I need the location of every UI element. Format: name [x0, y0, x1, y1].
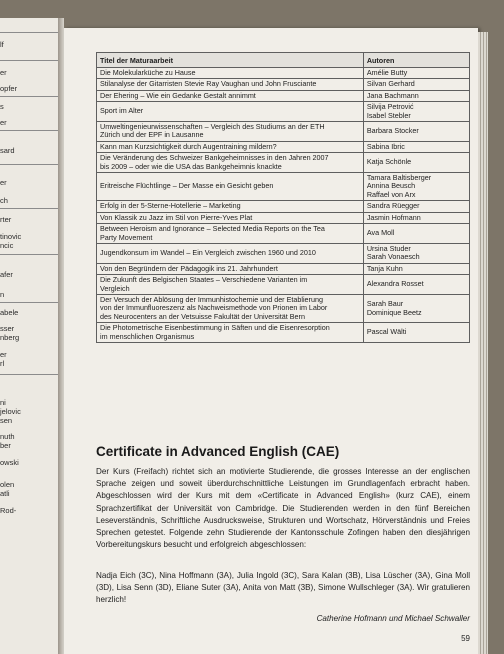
- fragment-text: olen: [0, 480, 15, 489]
- cae-description-paragraph: Der Kurs (Freifach) richtet sich an motivierte Studierende, die grosses Interesse an der englischen Sprache zeigen und soweit überdurchschnittliche Leistungen im Grundlagenfach erbracht haben. Abgeschlossen wird der Kurs mit dem «Certificate in Advanced English» (kurz CAE), einem Sprachzertifikat der Universität von Cambridge. Die Studierenden werden in den fünf Bereichen Leseverständnis, Schriftliche Ausdrucksweise, Strukturen und Wortschatz, Hörverständnis und Freies Sprechen getestet. Folgende zehn Studierende der Kantonsschule Zofingen haben den diesjährigen Vorbereitungskurs besucht und erfolgreich abgeschlossen:: [96, 467, 470, 550]
- book-page-edges: [478, 32, 488, 654]
- table-row: [97, 263, 470, 274]
- author-signature: Catherine Hofmann und Michael Schwaller: [316, 614, 470, 623]
- fragment-text: er: [0, 178, 7, 187]
- fragment-text: er: [0, 118, 7, 127]
- fragment-text: tinovic: [0, 232, 22, 241]
- thesis-title: Stilanalyse der Gitarristen Stevie Ray Vaughan und John Frusciante: [97, 79, 364, 90]
- table-rule: [0, 130, 58, 131]
- table-row: [97, 275, 470, 295]
- thesis-authors: Silvan Gerhard: [363, 79, 469, 90]
- document-page: [64, 28, 478, 654]
- fragment-text: jelovic: [0, 407, 21, 416]
- fragment-text: afer: [0, 270, 13, 279]
- table-rule: [0, 208, 58, 209]
- thesis-title: Jugendkonsum im Wandel – Ein Vergleich zwischen 1960 und 2010: [97, 243, 364, 263]
- fragment-text: er: [0, 68, 7, 77]
- thesis-title: Between Heroism and Ignorance – Selected Media Reports on the Tea Party Movement: [97, 224, 364, 244]
- facing-page-fragment: [0, 18, 59, 654]
- table-row: [97, 212, 470, 223]
- thesis-authors: Silvija Petrović Isabel Stebler: [363, 102, 469, 122]
- thesis-authors: Ursina Studer Sarah Vonaesch: [363, 243, 469, 263]
- fragment-text: sser: [0, 324, 15, 333]
- table-row: [97, 153, 470, 173]
- table-row: [97, 122, 470, 142]
- fragment-text: ber: [0, 441, 11, 450]
- table-row: [97, 102, 470, 122]
- thesis-title: Von Klassik zu Jazz im Stil von Pierre-Yves Plat: [97, 212, 364, 223]
- thesis-title: Erfolg in der 5-Sterne-Hotellerie – Marketing: [97, 201, 364, 212]
- thesis-authors: Tanja Kuhn: [363, 263, 469, 274]
- table-row: [97, 141, 470, 152]
- table-rule: [0, 60, 58, 61]
- fragment-text: opfer: [0, 84, 18, 93]
- table-rule: [0, 32, 58, 33]
- table-rule: [0, 302, 58, 303]
- table-rule: [0, 374, 58, 375]
- thesis-authors: Amélie Butty: [363, 68, 469, 79]
- maturaarbeit-table: [96, 52, 470, 343]
- thesis-authors: Katja Schönle: [363, 153, 469, 173]
- thesis-title: Kann man Kurzsichtigkeit durch Augentraining mildern?: [97, 141, 364, 152]
- thesis-authors: Barbara Stocker: [363, 122, 469, 142]
- fragment-text: er: [0, 350, 7, 359]
- thesis-authors: Alexandra Rosset: [363, 275, 469, 295]
- thesis-authors: Jasmin Hofmann: [363, 212, 469, 223]
- fragment-text: sen: [0, 416, 13, 425]
- thesis-title: Der Ehering – Wie ein Gedanke Gestalt annimmt: [97, 90, 364, 101]
- column-header-title: Titel der Maturaarbeit: [97, 53, 364, 68]
- thesis-authors: Sandra Rüegger: [363, 201, 469, 212]
- fragment-text: owski: [0, 458, 19, 467]
- thesis-title: Die Veränderung des Schweizer Bankgeheimnisses in den Jahren 2007 bis 2009 – oder wie die USA das Bankgeheimnis knackte: [97, 153, 364, 173]
- table-row: [97, 243, 470, 263]
- thesis-title: Eritreische Flüchtlinge – Der Masse ein Gesicht geben: [97, 173, 364, 201]
- table-row: [97, 79, 470, 90]
- table-header-row: [97, 53, 470, 68]
- column-header-authors: Autoren: [363, 53, 469, 68]
- fragment-text: s: [0, 102, 4, 111]
- table-row: [97, 173, 470, 201]
- thesis-title: Von den Begründern der Pädagogik ins 21. Jahrhundert: [97, 263, 364, 274]
- fragment-text: sard: [0, 146, 15, 155]
- fragment-text: rter: [0, 215, 12, 224]
- fragment-text: atli: [0, 489, 10, 498]
- fragment-text: ch: [0, 196, 8, 205]
- page-number: 59: [461, 634, 470, 643]
- table-row: [97, 323, 470, 343]
- table-row: [97, 90, 470, 101]
- thesis-authors: Pascal Wälti: [363, 323, 469, 343]
- fragment-text: ncic: [0, 241, 14, 250]
- fragment-text: rl: [0, 359, 5, 368]
- table-rule: [0, 164, 58, 165]
- fragment-text: nberg: [0, 333, 20, 342]
- thesis-title: Sport im Alter: [97, 102, 364, 122]
- section-heading: Certificate in Advanced English (CAE): [96, 444, 340, 459]
- thesis-title: Die Zukunft des Belgischen Staates – Verschiedene Varianten im Vergleich: [97, 275, 364, 295]
- fragment-text: nuth: [0, 432, 15, 441]
- fragment-text: Rod-: [0, 506, 17, 515]
- thesis-title: Der Versuch der Ablösung der Immunhistochemie und der Etablierung von der Immunfluoreszenz als Nachweismethode von Prionen im Labor des Neurocenters an der Vetsuisse Fakultät der Universität Bern: [97, 294, 364, 322]
- thesis-authors: Ava Moll: [363, 224, 469, 244]
- thesis-authors: Tamara Baltisberger Annina Beusch Raffael von Arx: [363, 173, 469, 201]
- table-row: [97, 294, 470, 322]
- thesis-authors: Sabina Ibric: [363, 141, 469, 152]
- fragment-text: lf: [0, 40, 4, 49]
- thesis-title: Die Photometrische Eisenbestimmung in Säften und die Eisenresorption im menschlichen Organismus: [97, 323, 364, 343]
- thesis-authors: Sarah Baur Dominique Beetz: [363, 294, 469, 322]
- thesis-title: Die Molekularküche zu Hause: [97, 68, 364, 79]
- table-rule: [0, 96, 58, 97]
- table-row: [97, 201, 470, 212]
- fragment-text: ni: [0, 398, 6, 407]
- table-row: [97, 224, 470, 244]
- fragment-text: abele: [0, 308, 19, 317]
- table-rule: [0, 254, 58, 255]
- table-row: [97, 68, 470, 79]
- thesis-authors: Jana Bachmann: [363, 90, 469, 101]
- thesis-title: Umweltingenieurwissenschaften – Vergleich des Studiums an der ETH Zürich und der EPF in Lausanne: [97, 122, 364, 142]
- fragment-text: n: [0, 290, 5, 299]
- cae-graduates-paragraph: Nadja Eich (3C), Nina Hoffmann (3A), Julia Ingold (3C), Sara Kalan (3B), Lisa Lüscher (3A), Gina Moll (3D), Lisa Senn (3D), Eliane Suter (3A), Anita von Matt (3B), Simone Wullschleger (3A). Wir gratulieren herzlich!: [96, 571, 470, 605]
